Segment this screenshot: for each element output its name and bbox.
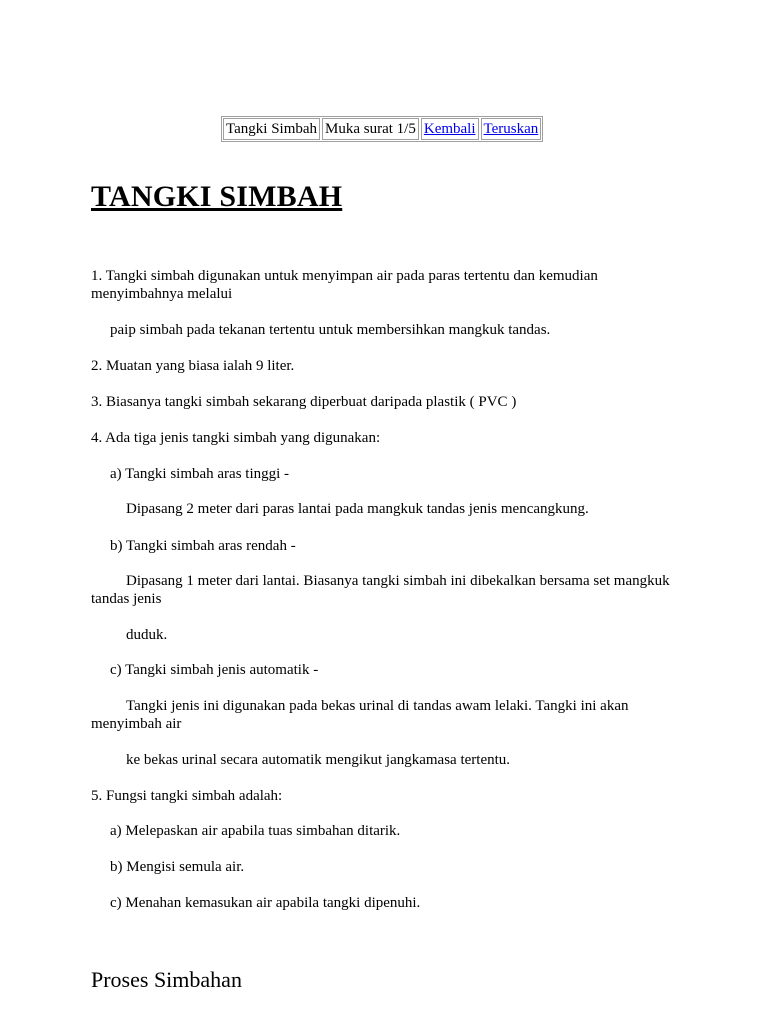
paragraph-1-continued: paip simbah pada tekanan tertentu untuk membersihkan mangkuk tandas. — [110, 322, 551, 338]
next-link[interactable]: Teruskan — [483, 121, 539, 137]
list-item-high-level-tank: a) Tangki simbah aras tinggi - — [110, 466, 290, 482]
list-item-automatic-tank: c) Tangki simbah jenis automatik - — [110, 662, 319, 678]
back-link[interactable]: Kembali — [423, 121, 476, 137]
function-item-a: a) Melepaskan air apabila tuas simbahan ditarik. — [110, 823, 401, 839]
low-level-tank-description-continued: duduk. — [126, 627, 168, 643]
page-navigation-table — [221, 116, 543, 142]
paragraph-2: 2. Muatan yang biasa ialah 9 liter. — [91, 358, 295, 374]
automatic-tank-description-continued: ke bekas urinal secara automatik mengikut jangkamasa tertentu. — [126, 752, 511, 768]
paragraph-5: 5. Fungsi tangki simbah adalah: — [91, 788, 283, 804]
paragraph-4: 4. Ada tiga jenis tangki simbah yang digunakan: — [91, 430, 381, 446]
section-heading: Proses Simbahan — [91, 967, 242, 992]
function-item-b: b) Mengisi semula air. — [110, 859, 245, 875]
automatic-tank-description: Tangki jenis ini digunakan pada bekas urinal di tandas awam lelaki. Tangki ini akan menyimbah air — [91, 698, 629, 732]
document-title: TANGKI SIMBAH — [91, 180, 343, 213]
nav-back-cell — [421, 118, 479, 140]
low-level-tank-description: Dipasang 1 meter dari lantai. Biasanya tangki simbah ini dibekalkan bersama set mangkuk tandas jenis — [91, 573, 670, 607]
paragraph-3: 3. Biasanya tangki simbah sekarang diperbuat daripada plastik ( PVC ) — [91, 394, 517, 410]
nav-next-cell — [481, 118, 542, 140]
paragraph-1: 1. Tangki simbah digunakan untuk menyimpan air pada paras tertentu dan kemudian menyimbahnya melalui — [91, 268, 598, 302]
nav-page-indicator: Muka surat 1/5 — [322, 118, 419, 140]
function-item-c: c) Menahan kemasukan air apabila tangki dipenuhi. — [110, 895, 421, 911]
high-level-tank-description: Dipasang 2 meter dari paras lantai pada mangkuk tandas jenis mencangkung. — [126, 501, 589, 517]
list-item-low-level-tank: b) Tangki simbah aras rendah - — [110, 538, 296, 554]
nav-title-cell: Tangki Simbah — [223, 118, 320, 140]
